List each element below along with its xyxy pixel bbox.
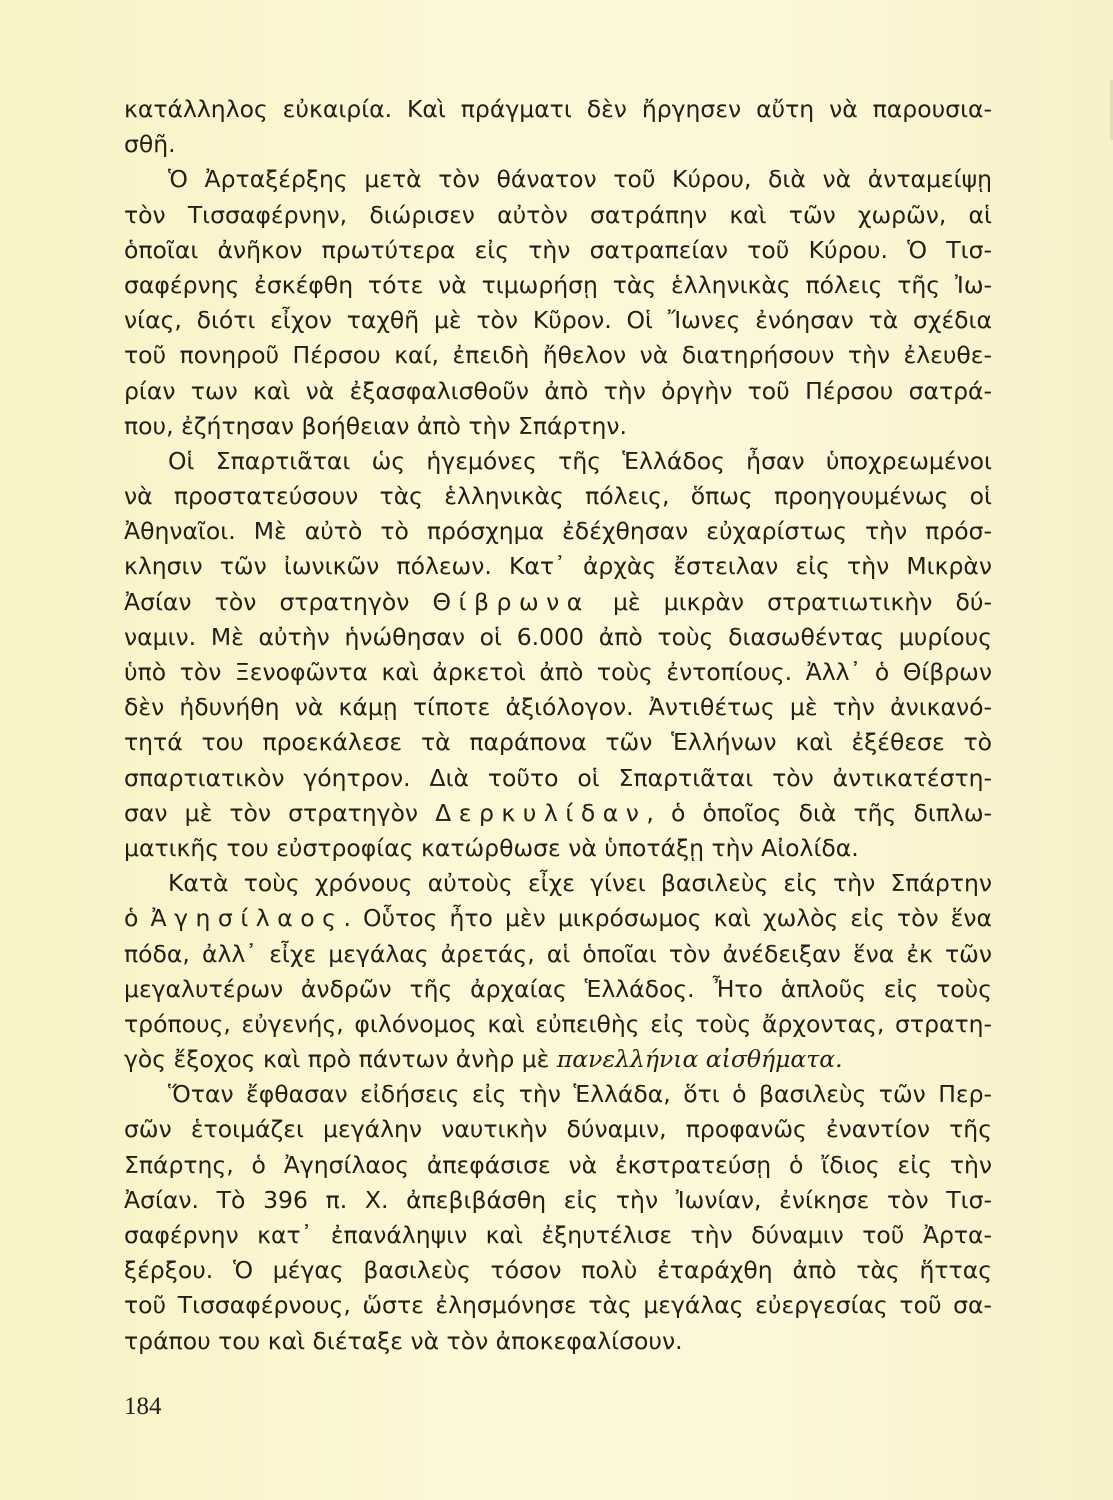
text-line: σαφέρνην κατ᾿ ἐπανάληψιν καὶ ἐξηυτέλισε τὴν δύναμιν τοῦ Ἀρτα- [124,1221,992,1249]
text-line: ματικῆς του εὐστροφίας κατώρθωσε νὰ ὑποτάξῃ τὴν Αἰολίδα. [124,833,859,862]
text-line: τρόπους, εὐγενής, φιλόνομος καὶ εὐπειθὴς εἰς τοὺς ἄρχοντας, στρατη- [124,1009,992,1038]
text-line [124,901,992,936]
text-line: Ἀσίαν. Τὸ 396 π. Χ. ἀπεβιβάσθη εἰς τὴν Ἰωνίαν, ἐνίκησε τὸν Τισ- [124,1185,992,1214]
text-line: ναμιν. Μὲ αὐτὴν ἡνώθησαν οἱ 6.000 ἀπὸ τοὺς διασωθέντας μυρίους [124,622,992,651]
text-line: ὑπὸ τὸν Ξενοφῶντα καὶ ἀρκετοὶ ἀπὸ τοὺς ἐντοπίους. Ἀλλ᾿ ὁ Θίβρων [124,658,992,686]
text-segment: , ὁ ὁποῖος διὰ τῆς διπλω- [646,798,992,827]
text-segment: ὁ [124,904,139,933]
text-line: σαφέρνης ἐσκέφθη τότε νὰ τιμωρήσῃ τὰς ἑλληνικὰς πόλεις τῆς Ἰω- [124,270,992,299]
text-line: κλησιν τῶν ἰωνικῶν πόλεων. Κατ᾿ ἀρχὰς ἔστειλαν εἰς τὴν Μικρὰν [124,552,992,581]
text-line: νὰ προστατεύσουν τὰς ἑλληνικὰς πόλεις, ὅπως προηγουμένως οἱ [124,482,992,511]
text-line: τράπου του καὶ διέταξε νὰ τὸν ἀποκεφαλίσουν. [124,1326,683,1355]
italic-phrase: πανελλήνια αἰσθήματα. [556,1045,843,1074]
text-line: τητά του προεκάλεσε τὰ παράπονα τῶν Ἑλλήνων καὶ ἐξέθεσε τὸ [124,728,992,757]
text-segment: σαν μὲ τὸν στρατηγὸν [124,798,419,827]
text-line: δὲν ἠδυνήθη νὰ κάμῃ τίποτε ἀξιόλογον. Ἀντιθέτως μὲ τὴν ἀνικανό- [124,693,992,722]
text-line: Κατὰ τοὺς χρόνους αὐτοὺς εἶχε γίνει βασιλεὺς εἰς τὴν Σπάρτην [168,869,992,898]
text-line: κατάλληλος εὐκαιρία. Καὶ πράγματι δὲν ἤργησεν αὔτη νὰ παρουσια- [124,95,992,123]
text-line [124,796,992,831]
text-line: Σπάρτης, ὁ Ἀγησίλαος ἀπεφάσισε νὰ ἐκστρατεύσῃ ὁ ἴδιος εἰς τὴν [124,1150,992,1179]
spaced-name: Θίβρωνα [432,587,590,616]
spaced-name: Ἀγησίλαος [150,904,344,933]
text-line: Ἀθηναῖοι. Μὲ αὐτὸ τὸ πρόσχημα ἐδέχθησαν εὐχαρίστως τὴν πρόσ- [124,517,992,546]
spaced-name: Δερκυλίδαν [435,798,647,827]
text-line: σῶν ἑτοιμάζει μεγάλην ναυτικὴν δύναμιν, προφανῶς ἐναντίον τῆς [124,1115,992,1144]
text-line: σπαρτιατικὸν γόητρον. Διὰ τοῦτο οἱ Σπαρτιᾶται τὸν ἀντικατέστη- [124,763,992,792]
text-line: που, ἐζήτησαν βοήθειαν ἀπὸ τὴν Σπάρτην. [124,411,628,440]
text-line: ρίαν των καὶ νὰ ἐξασφαλισθοῦν ἀπὸ τὴν ὀργὴν τοῦ Πέρσου σατρά- [124,376,992,405]
page-number: 184 [124,1393,162,1420]
text-line: τοῦ πονηροῦ Πέρσου καί, ἐπειδὴ ἤθελον νὰ διατηρήσουν τὴν ἐλευθε- [124,341,992,370]
text-line: Ὅταν ἔφθασαν εἰδήσεις εἰς τὴν Ἑλλάδα, ὅτι ὁ βασιλεὺς τῶν Περ- [168,1080,992,1109]
body-text [124,92,992,1359]
text-line: τοῦ Τισσαφέρνους, ὥστε ἐλησμόνησε τὰς μεγάλας εὐεργεσίας τοῦ σα- [124,1291,992,1320]
text-line: μεγαλυτέρων ἀνδρῶν τῆς ἀρχαίας Ἑλλάδος. Ἦτο ἁπλοῦς εἰς τοὺς [124,974,992,1003]
text-segment: μὲ μικρὰν στρατιωτικὴν δύ- [612,587,992,616]
text-line [124,1042,992,1077]
text-line: Οἱ Σπαρτιᾶται ὡς ἡγεμόνες τῆς Ἑλλάδος ἦσαν ὑποχρεωμένοι [168,446,992,475]
text-line: ξέρξου. Ὁ μέγας βασιλεὺς τόσον πολὺ ἐταράχθη ἀπὸ τὰς ἥττας [124,1256,992,1285]
text-line: πόδα, ἀλλ᾿ εἶχε μεγάλας ἀρετάς, αἱ ὁποῖαι τὸν ἀνέδειξαν ἕνα ἐκ τῶν [124,939,992,968]
text-line: Ὁ Ἀρταξέρξης μετὰ τὸν θάνατον τοῦ Κύρου, διὰ νὰ ἀνταμείψῃ [168,165,992,194]
text-line: ὁποῖαι ἀνῆκον πρωτύτερα εἰς τὴν σατραπείαν τοῦ Κύρου. Ὁ Τισ- [124,235,992,264]
text-segment: Ἀσίαν τὸν στρατηγὸν [124,587,410,616]
text-line: σθῆ. [124,130,176,159]
text-segment: γὸς ἔξοχος καὶ πρὸ πάντων ἀνὴρ μὲ [124,1045,550,1074]
text-line: νίας, διότι εἶχον ταχθῆ μὲ τὸν Κῦρον. Οἱ Ἴωνες ἐνόησαν τὰ σχέδια [124,306,992,335]
text-line [124,585,992,620]
text-segment: . Οὗτος ἦτο μὲν μικρόσωμος καὶ χωλὸς εἰς τὸν ἕνα [343,904,992,933]
text-line: τὸν Τισσαφέρνην, διώρισεν αὐτὸν σατράπην καὶ τῶν χωρῶν, αἱ [124,200,992,229]
